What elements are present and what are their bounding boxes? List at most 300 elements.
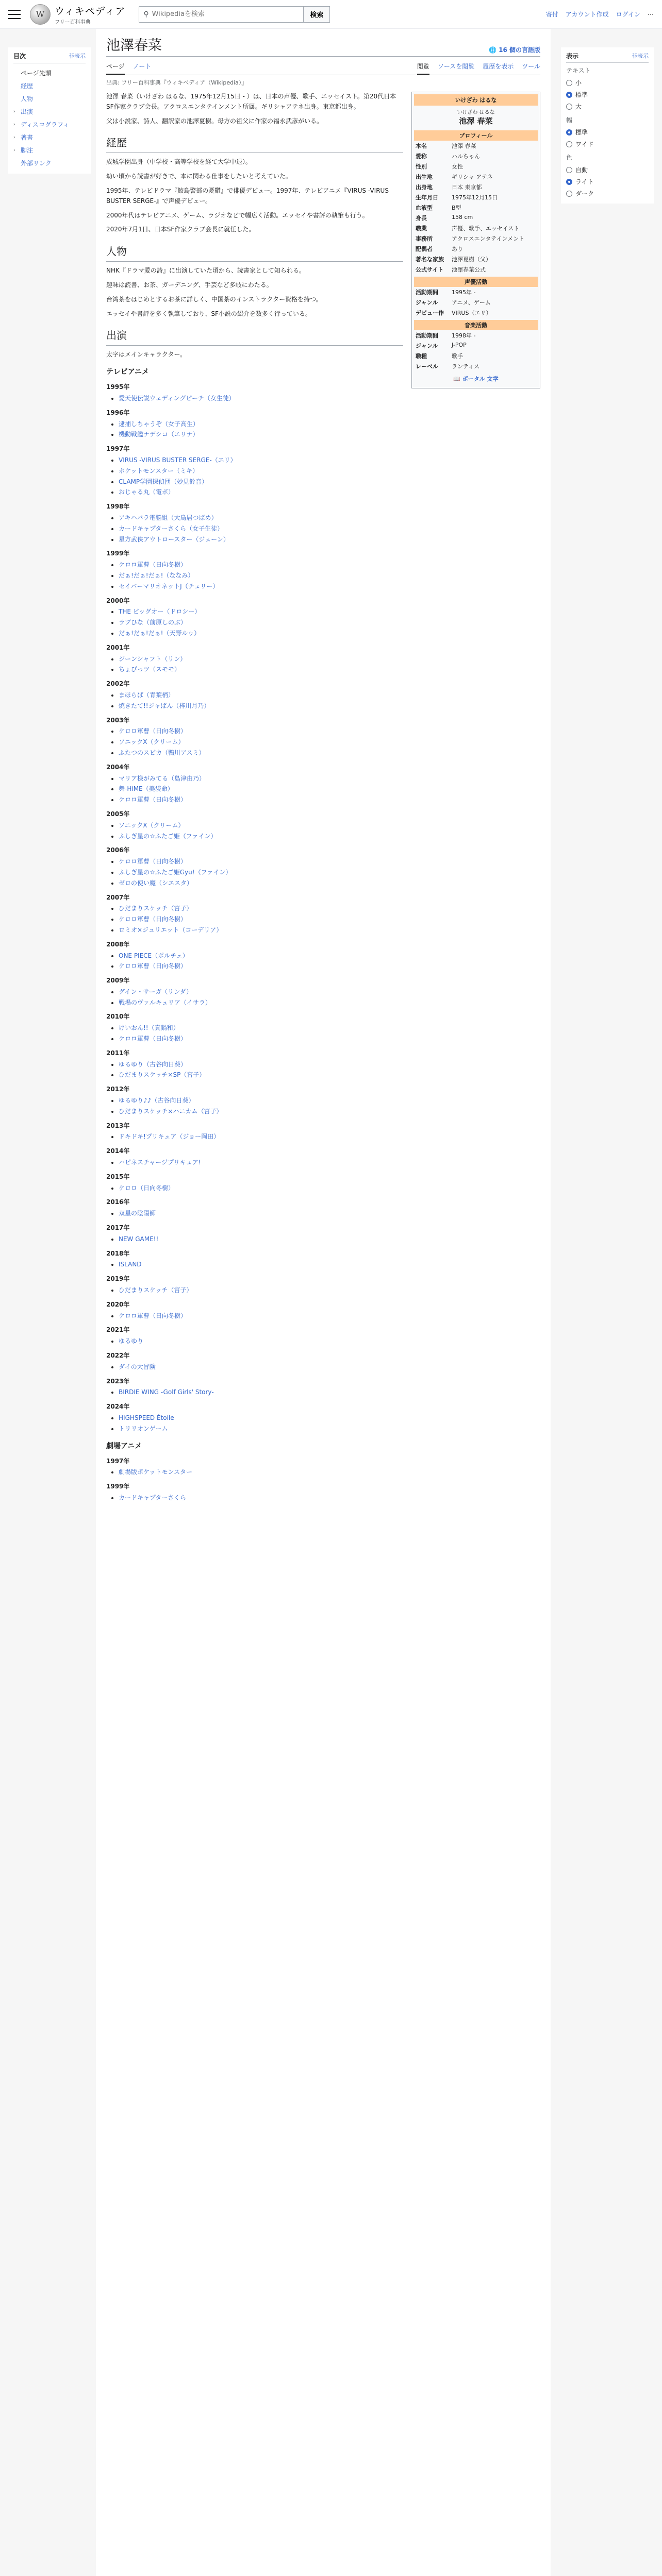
- work-item: [119, 477, 403, 487]
- work-link[interactable]: ひだまりスケッチ×SP（宮子）: [119, 1071, 206, 1079]
- work-list: [106, 1336, 403, 1347]
- work-list: [106, 1234, 403, 1245]
- work-link[interactable]: 双星の陰陽師: [119, 1210, 156, 1217]
- subsection-heading-film: 劇場アニメ: [106, 1442, 142, 1450]
- page-title: 池澤春菜: [106, 38, 162, 54]
- work-link[interactable]: トリリオンゲーム: [119, 1425, 168, 1432]
- work-link[interactable]: HIGHSPEED Étoile: [119, 1414, 174, 1421]
- main-menu-button[interactable]: [8, 10, 21, 19]
- infobox-row: [414, 308, 538, 318]
- work-item: [119, 419, 403, 430]
- infobox-row: [414, 351, 538, 361]
- year-heading: 2019年: [106, 1275, 130, 1283]
- work-list: [106, 1413, 403, 1434]
- work-list: [106, 1387, 403, 1398]
- infobox-profile-header: プロフィール: [414, 130, 538, 141]
- work-link[interactable]: ケロロ軍曹（日向冬樹）: [119, 962, 187, 970]
- infobox-key: ジャンル: [416, 299, 438, 306]
- year-heading: 1998年: [106, 503, 130, 511]
- work-item: [119, 925, 403, 936]
- article-body: [106, 92, 403, 1504]
- infobox-row: [414, 233, 538, 244]
- work-link[interactable]: 焼きたて!!ジャぱん（梓川月乃）: [119, 702, 210, 709]
- color-option[interactable]: [566, 188, 649, 199]
- work-link[interactable]: ケロロ軍曹（日向冬樹）: [119, 858, 187, 866]
- work-item: [119, 998, 403, 1008]
- color-option-label: ライト: [575, 178, 594, 185]
- chevron-right-icon: ›: [13, 122, 15, 127]
- toc-item[interactable]: › 出演: [13, 108, 34, 115]
- color-option[interactable]: [566, 176, 649, 188]
- radio-icon[interactable]: [566, 80, 572, 86]
- work-link[interactable]: ラブひな（前原しのぶ）: [119, 619, 187, 626]
- donate-link[interactable]: 寄付: [545, 11, 558, 18]
- color-option[interactable]: [566, 164, 649, 176]
- work-link[interactable]: NEW GAME!!: [119, 1235, 159, 1243]
- year-heading: 1999年: [106, 550, 130, 557]
- radio-icon[interactable]: [566, 179, 572, 185]
- work-item: [119, 795, 403, 805]
- infobox-row: [414, 254, 538, 264]
- main-content: [96, 29, 551, 2576]
- year-heading: 2005年: [106, 810, 130, 818]
- section-heading-career: 経歴: [106, 134, 403, 153]
- work-item: [119, 748, 403, 758]
- work-list: [106, 1158, 403, 1168]
- work-item: [119, 1107, 403, 1117]
- appearance-title: 表示: [566, 53, 579, 60]
- language-button[interactable]: 🌐 16 個の言語版: [488, 46, 540, 54]
- work-link[interactable]: ISLAND: [119, 1261, 142, 1268]
- work-list: [106, 560, 403, 591]
- work-item: [119, 571, 403, 581]
- work-list: [106, 1132, 403, 1142]
- work-link[interactable]: ひだまりスケッチ（宮子）: [119, 1286, 193, 1294]
- infobox-key: 配偶者: [416, 246, 433, 252]
- work-link[interactable]: ゆるゆり: [119, 1337, 144, 1345]
- work-link[interactable]: ジーンシャフト（リン）: [119, 655, 187, 663]
- year-heading: 2018年: [106, 1249, 130, 1257]
- tab-history[interactable]: 履歴を表示: [483, 63, 514, 70]
- work-link[interactable]: 舞-HiME（美袋命）: [119, 785, 174, 793]
- search-form: [139, 6, 330, 23]
- appearance-hide-button[interactable]: 非表示: [632, 53, 649, 59]
- width-option-label: 標準: [575, 129, 588, 136]
- year-heading: 2007年: [106, 893, 130, 901]
- more-icon[interactable]: ⋯: [648, 10, 654, 18]
- work-link[interactable]: 星方武侠アウトロースター（ジェーン）: [119, 535, 229, 543]
- work-link[interactable]: ケロロ（日向冬樹）: [119, 1184, 175, 1192]
- work-item: [119, 535, 403, 545]
- work-link[interactable]: ケロロ軍曹（日向冬樹）: [119, 1035, 187, 1043]
- work-item: [119, 582, 403, 592]
- work-item: [119, 455, 403, 466]
- toc-item[interactable]: ページ先頭: [21, 70, 52, 77]
- work-item: [119, 857, 403, 867]
- infobox-value: 池澤 春菜: [452, 143, 476, 149]
- work-link[interactable]: CLAMP学園探偵団（妙見鈴音）: [119, 478, 208, 485]
- work-list: [106, 1467, 403, 1478]
- work-link[interactable]: おじゃる丸（電ボ）: [119, 488, 175, 496]
- toc-sidebar: [8, 29, 96, 2576]
- work-item: [119, 868, 403, 878]
- year-heading: 2017年: [106, 1224, 130, 1232]
- text-size-label: テキスト: [566, 67, 591, 74]
- infobox-value: アクロスエンタテインメント: [452, 235, 525, 242]
- work-list: [106, 1183, 403, 1194]
- person-paragraph: 台湾茶をはじめとするお茶に詳しく、中国茶のインストラクター資格を持つ。: [106, 295, 322, 303]
- year-heading: 2008年: [106, 940, 130, 948]
- year-heading: 1999年: [106, 1483, 130, 1490]
- toc-item[interactable]: › ディスコグラフィ: [13, 121, 70, 128]
- work-item: [119, 1209, 403, 1219]
- work-item: [119, 607, 403, 617]
- infobox-key: 性別: [416, 163, 427, 170]
- infobox-row: [414, 287, 538, 297]
- infobox-key: 活動期間: [416, 289, 438, 296]
- infobox-value: 声優、歌手、エッセイスト: [452, 225, 520, 232]
- work-link[interactable]: BIRDIE WING -Golf Girls' Story-: [119, 1388, 214, 1396]
- work-link[interactable]: マリア様がみてる（島津由乃）: [119, 774, 206, 782]
- work-item: [119, 1034, 403, 1044]
- chevron-right-icon: ›: [13, 147, 15, 153]
- infobox-row: [414, 330, 538, 341]
- work-item: [119, 914, 403, 925]
- portal-link[interactable]: 📖 ポータル 文学: [453, 376, 499, 382]
- film-anime-list: [106, 1456, 403, 1503]
- career-section: [106, 157, 403, 235]
- work-item: [119, 878, 403, 889]
- year-heading: 2015年: [106, 1173, 130, 1180]
- work-item: [119, 513, 403, 523]
- radio-icon[interactable]: [566, 141, 572, 147]
- work-item: [119, 487, 403, 498]
- work-link[interactable]: アキハバラ電脳組（大鳥居つばめ）: [119, 514, 218, 522]
- infobox-key: 愛称: [416, 153, 427, 160]
- toc-hide-button[interactable]: 非表示: [69, 53, 86, 59]
- work-list: [106, 1311, 403, 1321]
- person-paragraph: NHK『ドラマ愛の詩』に出演していた頃から、読書家として知られる。: [106, 267, 305, 275]
- page-tabs: [106, 59, 540, 75]
- work-item: [119, 821, 403, 831]
- radio-icon[interactable]: [566, 191, 572, 197]
- infobox-key: レーベル: [416, 363, 438, 370]
- infobox-row: [414, 202, 538, 213]
- radio-icon[interactable]: [566, 104, 572, 110]
- work-item: [119, 1132, 403, 1142]
- work-item: [119, 951, 403, 961]
- work-link[interactable]: ONE PIECE（ポルチェ）: [119, 952, 189, 959]
- work-list: [106, 1209, 403, 1219]
- infobox-key: 生年月日: [416, 194, 438, 201]
- site-tagline: 出典: フリー百科事典『ウィキペディア（Wikipedia）』: [106, 79, 247, 86]
- work-item: [119, 629, 403, 639]
- work-item: [119, 961, 403, 972]
- work-item: [119, 737, 403, 748]
- color-label: 色: [566, 154, 573, 161]
- text-size-option-label: 小: [575, 79, 582, 87]
- work-list: [106, 654, 403, 675]
- work-item: [119, 430, 403, 440]
- infobox-key: 公式サイト: [416, 266, 444, 273]
- work-link[interactable]: だぁ!だぁ!だぁ!（天野ルゥ）: [119, 629, 201, 637]
- work-list: [106, 1493, 403, 1503]
- work-list: [106, 821, 403, 842]
- width-label: 幅: [566, 116, 573, 124]
- work-link[interactable]: ケロロ軍曹（日向冬樹）: [119, 727, 187, 735]
- year-heading: 2024年: [106, 1403, 130, 1411]
- work-link[interactable]: ケロロ軍曹（日向冬樹）: [119, 916, 187, 923]
- year-heading: 2001年: [106, 643, 130, 651]
- work-link[interactable]: ドキドキ!プリキュア（ジョー岡田）: [119, 1133, 220, 1141]
- work-item: [119, 1493, 403, 1503]
- text-size-option[interactable]: [566, 100, 649, 112]
- width-option[interactable]: [566, 126, 649, 138]
- year-heading: 1996年: [106, 409, 130, 416]
- year-heading: 2023年: [106, 1377, 130, 1385]
- work-item: [119, 701, 403, 711]
- year-heading: 2002年: [106, 680, 130, 688]
- work-link[interactable]: ポケットモンスター（ミキ）: [119, 467, 199, 474]
- login-link[interactable]: ログイン: [616, 11, 640, 18]
- year-heading: 2022年: [106, 1352, 130, 1359]
- work-item: [119, 1070, 403, 1080]
- work-item: [119, 1467, 403, 1478]
- work-link[interactable]: 逮捕しちゃうぞ（女子高生）: [119, 420, 200, 428]
- year-heading: 2020年: [106, 1300, 130, 1308]
- work-list: [106, 774, 403, 805]
- work-link[interactable]: だぁ!だぁ!だぁ!（ななみ）: [119, 572, 194, 579]
- toc-title: 目次: [13, 53, 26, 60]
- section-heading-person: 人物: [106, 243, 403, 262]
- infobox-key: ジャンル: [416, 343, 438, 349]
- career-paragraph: 2000年代はテレビアニメ、ゲーム、ラジオなどで幅広く活動。エッセイや書評の執筆も行う。: [106, 211, 369, 219]
- text-size-option[interactable]: [566, 77, 649, 89]
- work-link[interactable]: セイバーマリオネットJ（チェリー）: [119, 582, 219, 590]
- career-paragraph: 1995年、テレビドラマ『鮫島警部の憂鬱』で俳優デビュー。1997年、テレビアニメ『VIRUS -VIRUS BUSTER SERGE-』で声優デビュー。: [106, 187, 389, 205]
- career-paragraph: 成城学園出身（中学校・高等学校を経て大学中退）。: [106, 158, 252, 166]
- subsection-heading-tv: テレビアニメ: [106, 368, 150, 377]
- wikipedia-logo[interactable]: [30, 4, 125, 25]
- work-list: [106, 690, 403, 711]
- work-link[interactable]: グイン・サーガ（リンダ）: [119, 988, 193, 995]
- work-item: [119, 618, 403, 628]
- work-list: [106, 904, 403, 935]
- work-list: [106, 607, 403, 638]
- radio-icon[interactable]: [566, 92, 572, 98]
- year-heading: 2013年: [106, 1122, 130, 1129]
- site-header: [0, 0, 662, 29]
- work-list: [106, 1260, 403, 1270]
- tab-read[interactable]: 閲覧: [417, 59, 429, 75]
- text-size-option[interactable]: [566, 89, 649, 100]
- radio-icon[interactable]: [566, 167, 572, 173]
- infobox-value: 1995年 -: [452, 289, 476, 296]
- work-list: [106, 1096, 403, 1117]
- work-link[interactable]: ゼロの使い魔（シエスタ）: [119, 879, 193, 887]
- logo-title: ウィキペディア: [55, 5, 126, 17]
- search-input[interactable]: [152, 10, 304, 18]
- infobox-row: [414, 361, 538, 371]
- work-list: [106, 726, 403, 758]
- logo-subtitle: フリー百科事典: [55, 19, 91, 25]
- person-section: [106, 266, 403, 319]
- infobox-row: [414, 244, 538, 254]
- work-link[interactable]: ちょびっツ（スモモ）: [119, 666, 181, 673]
- radio-icon[interactable]: [566, 129, 572, 135]
- infobox-header: いけざわ はるな: [414, 94, 538, 106]
- infobox-value: 158 cm: [452, 214, 473, 221]
- work-item: [119, 1285, 403, 1296]
- work-list: [106, 394, 403, 404]
- year-heading: 1997年: [106, 445, 130, 453]
- tab-talk[interactable]: ノート: [133, 63, 152, 70]
- year-heading: 2011年: [106, 1049, 130, 1057]
- year-heading: 2009年: [106, 977, 130, 985]
- work-link[interactable]: けいおん!!（真鍋和）: [119, 1024, 179, 1032]
- infobox-key: 出身地: [416, 184, 433, 191]
- infobox-value: アニメ、ゲーム: [452, 299, 491, 306]
- work-item: [119, 904, 403, 914]
- year-heading: 2000年: [106, 597, 130, 604]
- infobox-key: 本名: [416, 143, 427, 149]
- infobox-value: 池澤夏樹（父）: [452, 256, 491, 263]
- infobox-value: 女性: [452, 163, 463, 170]
- infobox-row: [414, 213, 538, 223]
- width-option[interactable]: [566, 138, 649, 150]
- work-item: [119, 1023, 403, 1033]
- work-link[interactable]: ケロロ軍曹（日向冬樹）: [119, 796, 187, 804]
- work-link[interactable]: まほらば（青葉梢）: [119, 691, 175, 699]
- work-item: [119, 1060, 403, 1070]
- work-link[interactable]: ハピネスチャージプリキュア!: [119, 1159, 201, 1166]
- toc-item[interactable]: › 著書: [13, 134, 34, 141]
- work-link[interactable]: ソニックX（クリーム）: [119, 738, 185, 746]
- work-link[interactable]: THE ビッグオー（ドロシー）: [119, 608, 201, 616]
- work-link[interactable]: VIRUS -VIRUS BUSTER SERGE-（エリ）: [119, 456, 237, 464]
- work-link[interactable]: ソニックX（クリーム）: [119, 821, 185, 829]
- work-list: [106, 1285, 403, 1296]
- tv-anime-list: [106, 382, 403, 1434]
- work-list: [106, 951, 403, 972]
- infobox-key: 身長: [416, 215, 427, 222]
- chevron-right-icon: ›: [13, 134, 15, 140]
- create-account-link[interactable]: アカウント作成: [565, 11, 609, 18]
- infobox-row: [414, 297, 538, 308]
- infobox-key: デビュー作: [416, 310, 444, 316]
- search-button[interactable]: 検索: [304, 6, 330, 23]
- year-heading: 2021年: [106, 1326, 130, 1334]
- work-link[interactable]: カードキャプターさくら（女子生徒）: [119, 524, 224, 532]
- work-item: [119, 665, 403, 675]
- work-link[interactable]: ケロロ軍曹（日向冬樹）: [119, 561, 187, 569]
- infobox-key: 著名な家族: [416, 256, 444, 263]
- infobox: [411, 92, 540, 388]
- work-link[interactable]: 劇場版ポケットモンスター: [119, 1468, 193, 1476]
- globe-icon: W: [30, 4, 51, 25]
- infobox-music-header: 音楽活動: [414, 320, 538, 330]
- work-link[interactable]: ケロロ軍曹（日向冬樹）: [119, 1312, 187, 1319]
- work-link[interactable]: ゆるゆり（古谷向日葵）: [119, 1060, 187, 1068]
- work-link[interactable]: ダイの大冒険: [119, 1363, 156, 1370]
- work-list: [106, 455, 403, 498]
- work-item: [119, 690, 403, 701]
- infobox-key: 血液型: [416, 205, 433, 211]
- work-item: [119, 524, 403, 534]
- work-link[interactable]: ゆるゆり♪♪（古谷向日葵）: [119, 1097, 195, 1105]
- infobox-name: 池澤 春菜: [459, 116, 493, 126]
- work-item: [119, 1424, 403, 1434]
- appearance-panel: [551, 29, 654, 2576]
- person-paragraph: 趣味は読書、お茶、ガーデニング、手芸など多岐にわたる。: [106, 281, 273, 289]
- infobox-value: 1998年 -: [452, 332, 476, 339]
- toc-item[interactable]: › 脚注: [13, 147, 34, 154]
- work-item: [119, 466, 403, 477]
- work-item: [119, 832, 403, 842]
- search-icon: ⚲: [143, 10, 149, 19]
- infobox-kana: いけざわ はるな: [457, 110, 495, 115]
- infobox-row: [414, 192, 538, 202]
- infobox-row: [414, 182, 538, 192]
- color-option-label: ダーク: [575, 190, 594, 197]
- work-item: [119, 394, 403, 404]
- work-item: [119, 1096, 403, 1106]
- tab-page[interactable]: ページ: [106, 59, 125, 75]
- work-item: [119, 1387, 403, 1398]
- infobox-value: 池澤春菜公式: [452, 266, 486, 273]
- works-note: 太字はメインキャラクター。: [106, 351, 187, 359]
- work-link[interactable]: 戦場のヴァルキュリア（イサラ）: [119, 998, 211, 1006]
- work-list: [106, 987, 403, 1008]
- work-item: [119, 987, 403, 997]
- work-link[interactable]: ひだまりスケッチ（宮子）: [119, 905, 193, 912]
- text-size-option-label: 大: [575, 103, 582, 110]
- work-link[interactable]: ふたつのスピカ（鴨川アスミ）: [119, 749, 205, 756]
- work-link[interactable]: ふしぎ星の☆ふたご姫（ファイン）: [119, 832, 217, 840]
- work-item: [119, 1260, 403, 1270]
- work-item: [119, 1183, 403, 1194]
- toc-item[interactable]: 人物: [21, 95, 34, 103]
- infobox-key: 職種: [416, 353, 427, 360]
- intro-paragraph-2: 父は小説家、詩人、翻訳家の池澤夏樹。母方の祖父に作家の福永武彦がいる。: [106, 117, 323, 125]
- infobox-value: 1975年12月15日: [452, 194, 498, 201]
- work-item: [119, 1158, 403, 1168]
- work-link[interactable]: 機動戦艦ナデシコ（エリナ）: [119, 431, 199, 438]
- infobox-value: B型: [452, 205, 461, 211]
- work-link[interactable]: ロミオ×ジュリエット（コーデリア）: [119, 926, 223, 934]
- personal-tools: [546, 10, 654, 19]
- career-paragraph: 2020年7月1日、日本SF作家クラブ会長に就任した。: [106, 226, 255, 233]
- work-link[interactable]: 愛天使伝説ウェディングピーチ（女生徒）: [119, 395, 235, 402]
- work-list: [106, 419, 403, 440]
- tab-tools[interactable]: ツール: [522, 63, 540, 70]
- work-item: [119, 1362, 403, 1372]
- career-paragraph: 幼い頃から読書が好きで、本に関わる仕事をしたいと考えていた。: [106, 173, 292, 180]
- tab-view-source[interactable]: ソースを閲覧: [437, 63, 475, 70]
- toc-item[interactable]: 経歴: [21, 82, 34, 90]
- year-heading: 1997年: [106, 1457, 130, 1465]
- infobox-value: あり: [452, 246, 463, 252]
- work-link[interactable]: カードキャプターさくら: [119, 1494, 187, 1502]
- infobox-key: 活動期間: [416, 332, 438, 339]
- infobox-value: ハルちゃん: [452, 153, 480, 160]
- toc-item[interactable]: 外部リンク: [21, 160, 52, 167]
- text-size-option-label: 標準: [575, 91, 588, 98]
- work-link[interactable]: ひだまりスケッチ×ハニカム（宮子）: [119, 1107, 223, 1115]
- intro-paragraph: 池澤 春菜（いけざわ はるな、1975年12月15日 - ）は、日本の声優、歌手、エッセイスト。第20代日本SF作家クラブ会長。アクロスエンタテインメント所属。ギリシャアテネ出身。東京都出身。: [106, 93, 396, 110]
- year-heading: 2004年: [106, 763, 130, 771]
- work-link[interactable]: ふしぎ星の☆ふたご姫Gyu!（ファイン）: [119, 868, 232, 876]
